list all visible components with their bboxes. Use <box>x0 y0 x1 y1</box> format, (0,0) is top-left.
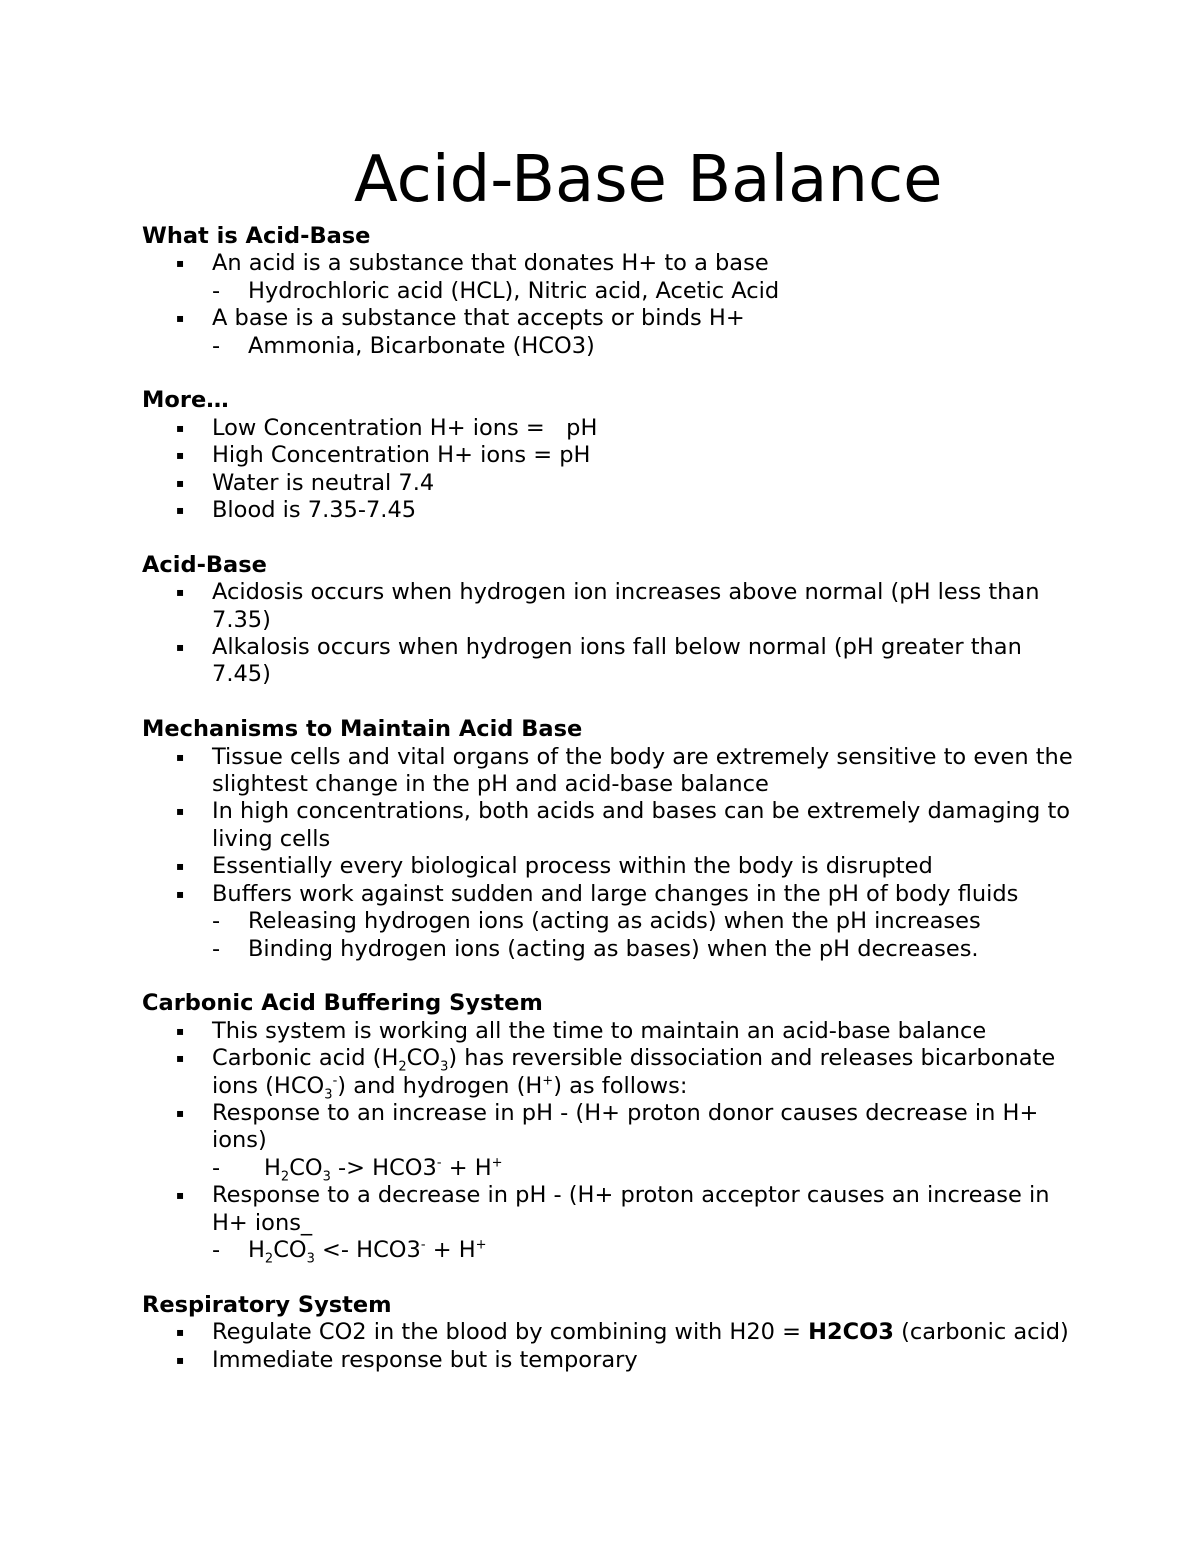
bullet-icon: ▪ <box>176 448 185 463</box>
bullet-icon: ▪ <box>176 1352 185 1367</box>
bullet-icon: ▪ <box>176 1105 185 1120</box>
section-heading-respiratory: Respiratory System <box>142 1291 392 1318</box>
bullet-icon: ▪ <box>176 503 185 518</box>
bullet-icon: ▪ <box>176 640 185 655</box>
list-item: ▪ Regulate CO2 in the blood by combining with H20 = H2CO3 (carbonic acid) <box>176 1319 1069 1346</box>
sub-list-item: - Releasing hydrogen ions (acting as acids) when the pH increases <box>212 908 981 935</box>
list-item: ▪ Blood is 7.35-7.45 <box>176 497 417 524</box>
bullet-icon: ▪ <box>176 859 185 874</box>
list-item: ▪ An acid is a substance that donates H+ to a base <box>176 250 769 277</box>
bullet-icon: ▪ <box>176 749 185 764</box>
section-heading-carbonic-acid: Carbonic Acid Buffering System <box>142 990 543 1017</box>
equation-line: - $H_2CO_3 <- HCO3^- + H^+$ <box>212 1236 487 1267</box>
sub-list-item: - Binding hydrogen ions (acting as bases) when the pH decreases. <box>212 935 979 962</box>
equation-line: - $H_2CO_3 -> HCO3^- + H^+$ <box>212 1154 503 1185</box>
list-item: ▪ Water is neutral 7.4 <box>176 469 435 496</box>
list-item: ▪ Carbonic acid $(H_2CO_3)$ has reversible dissociation and releases bicarbonate ions $(HCO_3^-)$ and hydrogen (H+) as follows: <box>176 1045 1056 1103</box>
document-body <box>142 223 1082 1374</box>
bullet-icon: ▪ <box>176 886 185 901</box>
bullet-icon: ▪ <box>176 1023 185 1038</box>
section-heading-more: More… <box>142 387 229 414</box>
section-heading-what-is-acid-base: What is Acid-Base <box>142 223 371 249</box>
sub-list-item: - Hydrochloric acid (HCL), Nitric acid, Acetic Acid <box>212 277 780 304</box>
dash-icon: - <box>212 1154 221 1181</box>
dash-icon: - <box>212 332 221 359</box>
bullet-icon: ▪ <box>176 311 185 326</box>
list-item: ▪ Immediate response but is temporary <box>176 1346 638 1373</box>
dash-icon: - <box>212 935 221 962</box>
bullet-icon: ▪ <box>176 804 185 819</box>
list-item: ▪ Buffers work against sudden and large changes in the pH of body fluids <box>176 880 1019 907</box>
sub-list-item: - Ammonia, Bicarbonate (HCO3) <box>212 332 595 359</box>
list-item: ▪ Response to an increase in pH - (H+ proton donor causes decrease in H+ ions) <box>176 1099 1039 1154</box>
list-item: ▪ Low Concentration H+ ions = pH <box>176 414 598 441</box>
list-item: ▪ High Concentration H+ ions = pH <box>176 442 591 469</box>
list-item: ▪ Essentially every biological process within the body is disrupted <box>176 853 933 880</box>
list-item: ▪ Tissue cells and vital organs of the body are extremely sensitive to even the slightest change in the pH and acid-base balance <box>176 743 1073 798</box>
list-item: ▪ This system is working all the time to maintain an acid-base balance <box>176 1017 987 1044</box>
list-item: ▪ In high concentrations, both acids and bases can be extremely damaging to living cells <box>176 798 1071 852</box>
bullet-icon: ▪ <box>176 256 185 271</box>
bullet-icon: ▪ <box>176 1051 185 1066</box>
dash-icon: - <box>212 908 221 935</box>
dash-icon: - <box>212 277 221 304</box>
list-item: ▪ Response to a decrease in pH - (H+ proton acceptor causes an increase in H+ ions_ <box>176 1182 1050 1236</box>
dash-icon: - <box>212 1236 221 1263</box>
bullet-icon: ▪ <box>176 1325 185 1340</box>
bullet-icon: ▪ <box>176 1188 185 1203</box>
list-item: ▪ Alkalosis occurs when hydrogen ions fall below normal (pH greater than 7.45) <box>176 634 1022 688</box>
bullet-icon: ▪ <box>176 420 185 435</box>
list-item: ▪ Acidosis occurs when hydrogen ion increases above normal (pH less than 7.35) <box>176 579 1040 633</box>
section-heading-acid-base: Acid-Base <box>142 551 267 578</box>
page-title: Acid-Base Balance <box>354 143 943 217</box>
bullet-icon: ▪ <box>176 585 185 600</box>
section-heading-mechanisms: Mechanisms to Maintain Acid Base <box>142 716 583 743</box>
bullet-icon: ▪ <box>176 475 185 490</box>
list-item: ▪ A base is a substance that accepts or binds H+ <box>176 305 745 332</box>
